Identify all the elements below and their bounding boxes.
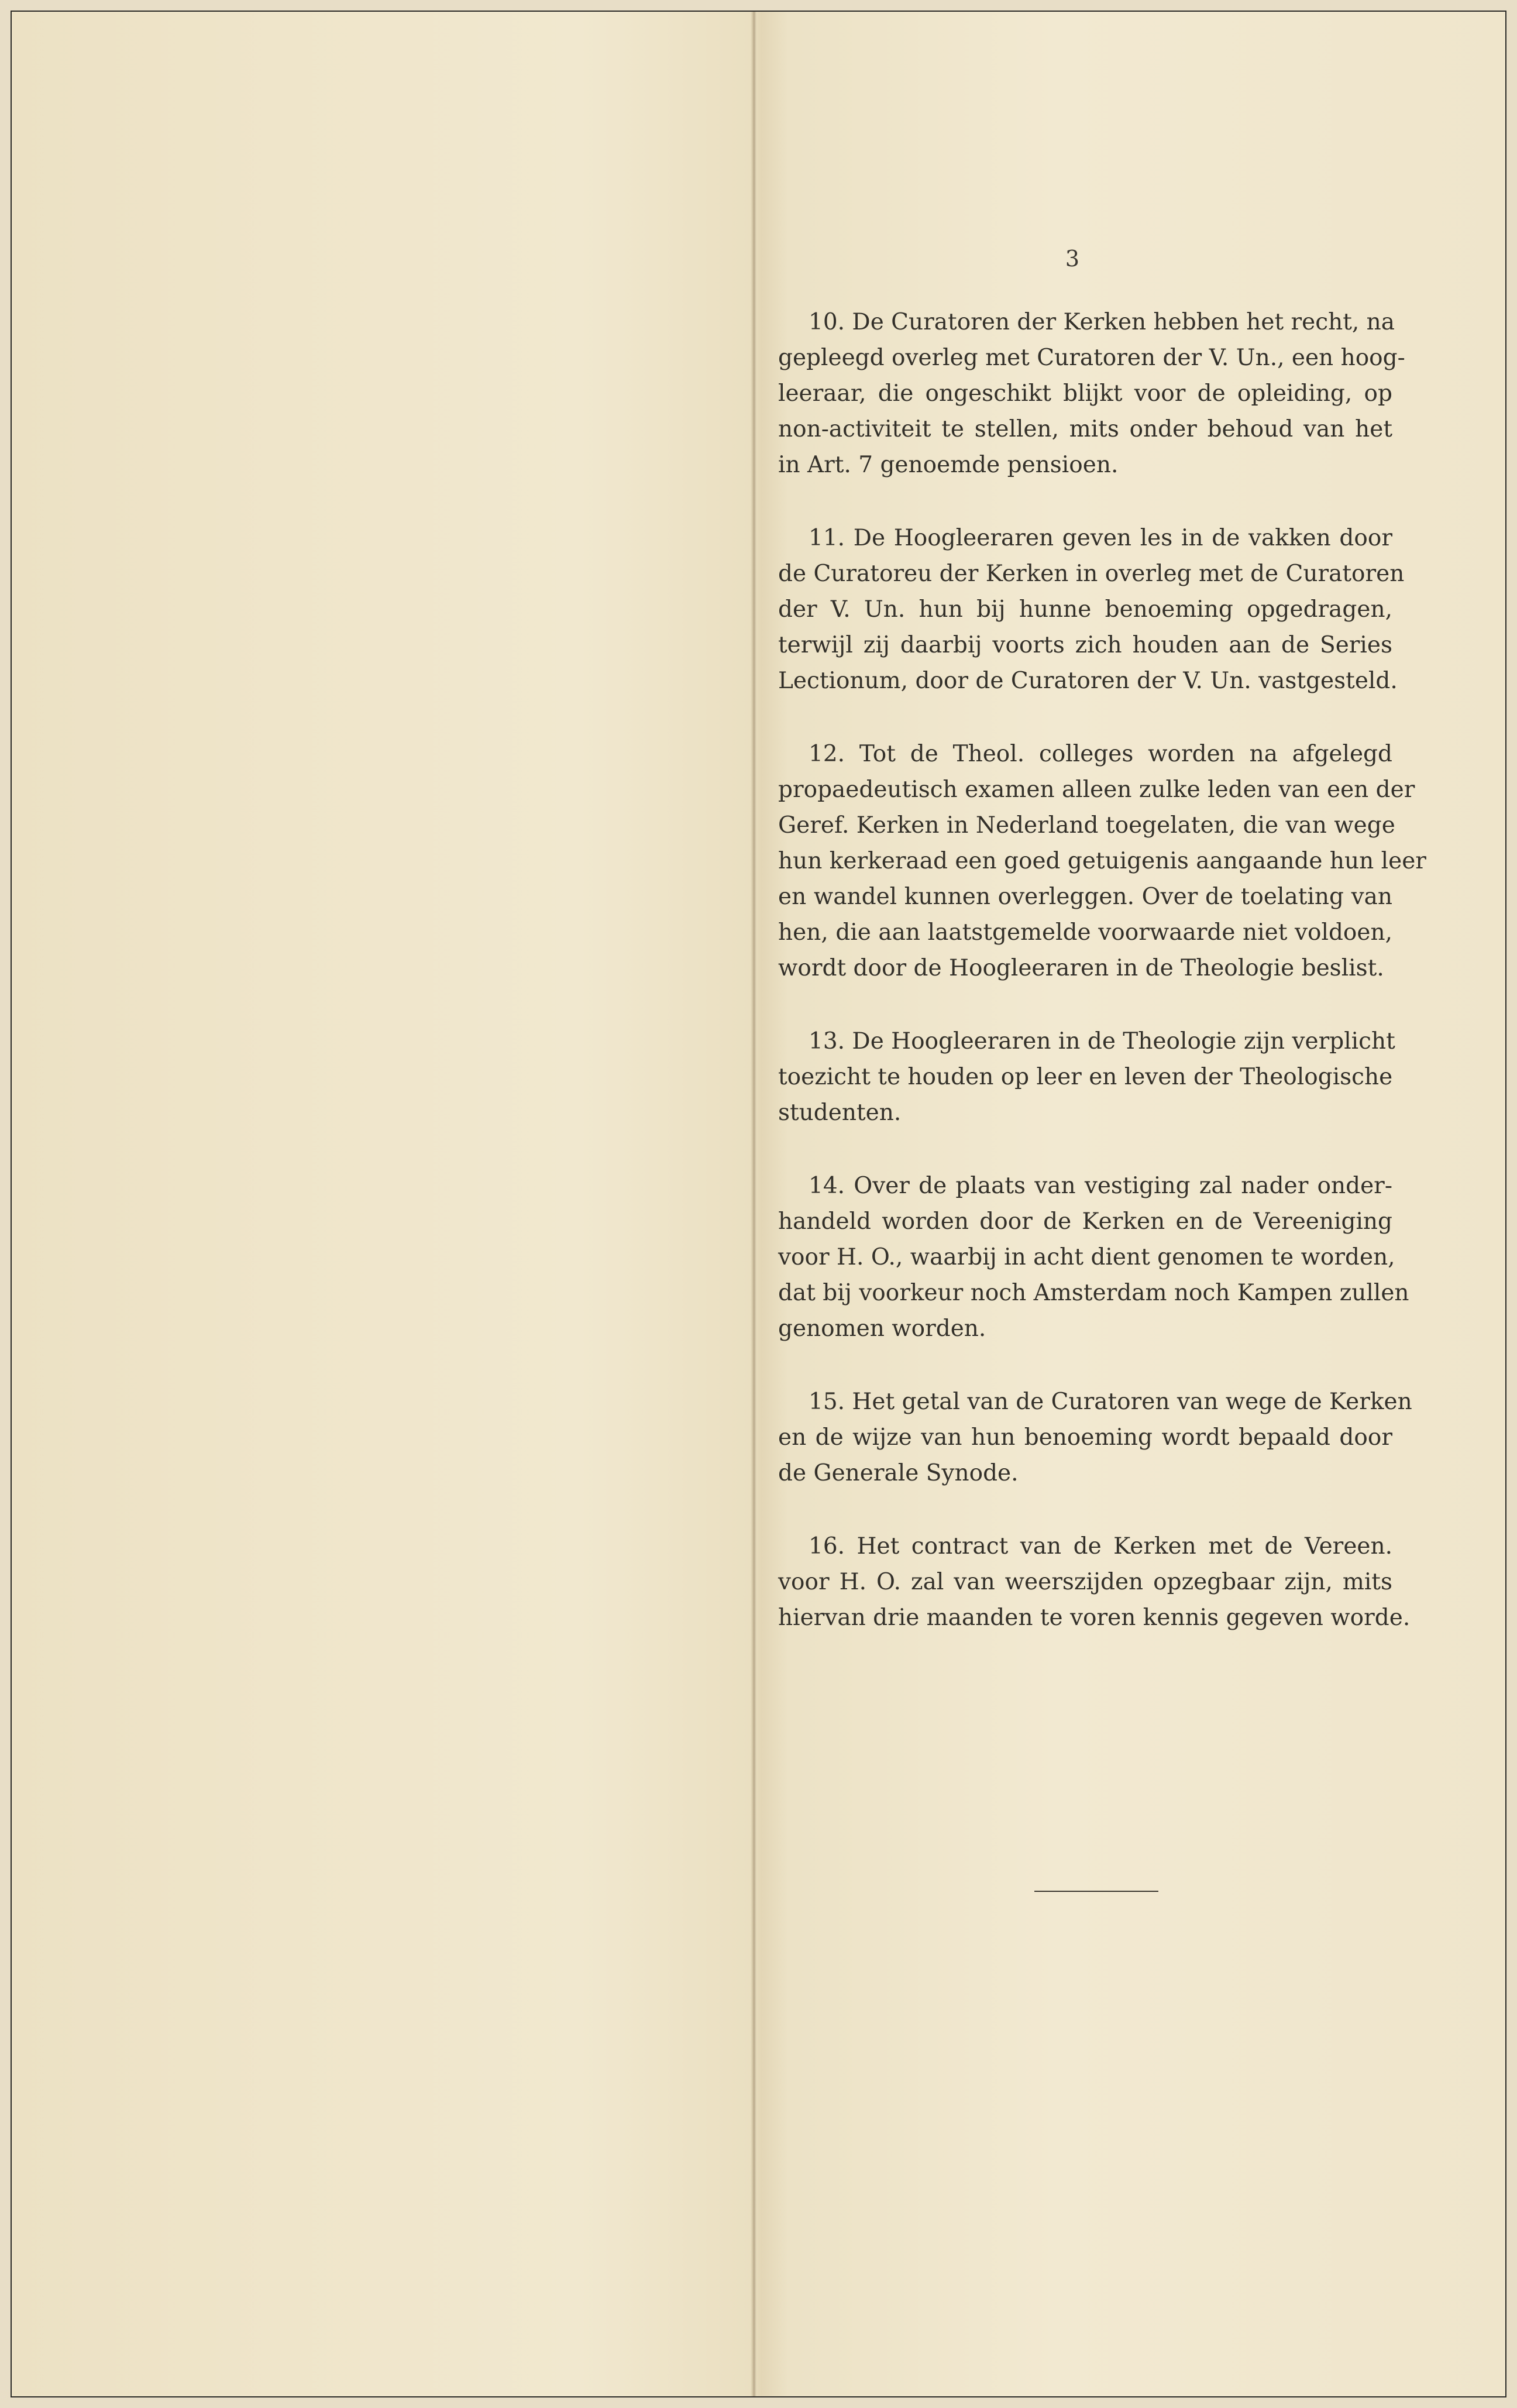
document-sheet [11, 11, 1506, 2397]
text-line: 15. Het getal van de Curatoren van wege de Kerken [809, 1389, 1412, 1415]
page-number: 3 [1065, 246, 1080, 272]
text-line: propaedeutisch examen alleen zulke leden van een der [778, 777, 1415, 803]
text-line: voor H. O., waarbij in acht dient genomen te worden, [778, 1244, 1395, 1270]
text-line: 11. De Hoogleeraren geven les in de vakken door [809, 525, 1392, 551]
text-line: 13. De Hoogleeraren in de Theologie zijn verplicht [809, 1028, 1395, 1054]
article-15 [778, 1384, 1412, 1491]
text-line: 16. Het contract van de Kerken met de Vereen. [809, 1533, 1392, 1559]
article-13 [778, 1023, 1395, 1131]
left-blank-page [12, 12, 751, 2396]
text-line: hun kerkeraad een goed getuigenis aangaande hun leer [778, 848, 1426, 874]
article-14 [778, 1168, 1409, 1346]
text-line: wordt door de Hoogleeraren in de Theologie beslist. [778, 955, 1384, 981]
text-line: studenten. [778, 1100, 902, 1126]
text-line: non-activiteit te stellen, mits onder behoud van het [778, 416, 1392, 442]
text-line: hen, die aan laatstgemelde voorwaarde niet voldoen, [778, 919, 1392, 946]
text-line: de Curatoreu der Kerken in overleg met de Curatoren [778, 561, 1405, 587]
text-line: gepleegd overleg met Curatoren der V. Un., een hoog- [778, 345, 1405, 371]
right-text-page [756, 12, 1508, 2396]
text-line: genomen worden. [778, 1315, 986, 1342]
text-line: in Art. 7 genoemde pensioen. [778, 452, 1119, 478]
text-line: de Generale Synode. [778, 1460, 1019, 1486]
text-line: leeraar, die ongeschikt blijkt voor de opleiding, op [778, 380, 1392, 407]
text-line: Geref. Kerken in Nederland toegelaten, die van wege [778, 812, 1395, 839]
page-fold [751, 12, 756, 2396]
text-line: en wandel kunnen overleggen. Over de toelating van [778, 884, 1392, 910]
text-line: hiervan drie maanden te voren kennis gegeven worde. [778, 1605, 1411, 1631]
articles-body [778, 304, 1426, 1673]
article-10 [778, 304, 1405, 483]
text-line: 14. Over de plaats van vestiging zal nader onder- [809, 1173, 1392, 1199]
text-line: Lectionum, door de Curatoren der V. Un. vastgesteld. [778, 668, 1398, 694]
article-11 [778, 520, 1405, 699]
article-16 [778, 1528, 1411, 1636]
text-line: der V. Un. hun bij hunne benoeming opgedragen, [778, 596, 1392, 623]
text-line: 12. Tot de Theol. colleges worden na afgelegd [809, 741, 1392, 767]
text-line: dat bij voorkeur noch Amsterdam noch Kampen zullen [778, 1280, 1409, 1306]
text-line: voor H. O. zal van weerszijden opzegbaar zijn, mits [778, 1569, 1392, 1595]
text-line: toezicht te houden op leer en leven der Theologische [778, 1064, 1393, 1090]
text-line: 10. De Curatoren der Kerken hebben het recht, na [809, 309, 1395, 335]
text-line: handeld worden door de Kerken en de Vereeniging [778, 1208, 1392, 1235]
text-line: terwijl zij daarbij voorts zich houden aan de Series [778, 632, 1392, 658]
article-12 [778, 736, 1426, 986]
text-line: en de wijze van hun benoeming wordt bepaald door [778, 1424, 1392, 1451]
closing-rule [1034, 1891, 1158, 1892]
